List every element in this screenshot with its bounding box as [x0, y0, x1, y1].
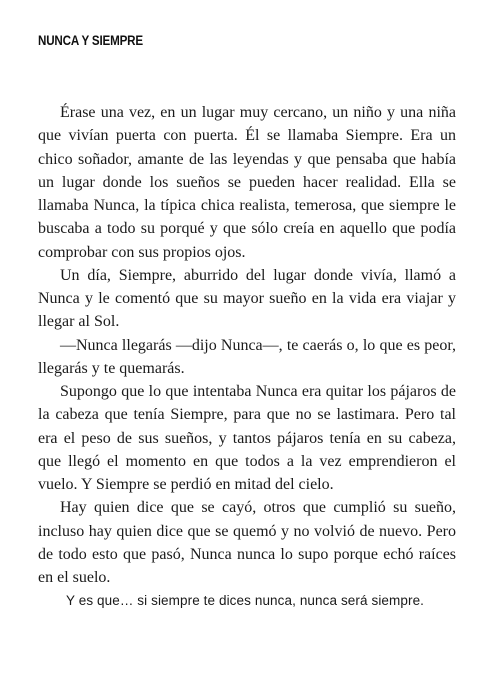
story-body: [38, 101, 456, 613]
paragraph-1: Érase una vez, en un lugar muy cercano, un niño y una niña que vivían puerta con puerta. Él se llamaba Siempre. Era un chico soñador, amante de las leyendas y que pensaba que había un lugar donde los sueños se pueden hacer realidad. Ella se llamaba Nunca, la típica chica realista, temerosa, que siempre le buscaba a todo su porqué y que sólo creía en aquello que podía comprobar con sus propios ojos.: [38, 104, 456, 261]
paragraph-2: Un día, Siempre, aburrido del lugar donde vivía, llamó a Nunca y le comentó que su mayor sueño en la vida era viajar y llegar al Sol.: [38, 266, 456, 331]
running-header-title: NUNCA Y SIEMPRE: [38, 33, 143, 48]
paragraph-5: Hay quien dice que se cayó, otros que cumplió su sueño, incluso hay quien dice que se quemó y no volvió de nuevo. Pero de todo esto que pasó, Nunca nunca lo supo porque echó raíces en el suelo.: [38, 499, 456, 586]
paragraph-3: —Nunca llegarás —dijo Nunca—, te caerás o, lo que es peor, llegarás y te quemarás.: [38, 336, 456, 377]
closing-line: Y es que… si siempre te dices nunca, nunca será siempre.: [66, 593, 425, 609]
paragraph-4: Supongo que lo que intentaba Nunca era quitar los pájaros de la cabeza que tenía Siempre, para que no se lastimara. Pero tal era el peso de sus sueños, y tantos pájaros tenía en su cabeza, que llegó el momento en que todos a la vez emprendieron el vuelo. Y Siempre se perdió en mitad del cielo.: [38, 383, 456, 493]
